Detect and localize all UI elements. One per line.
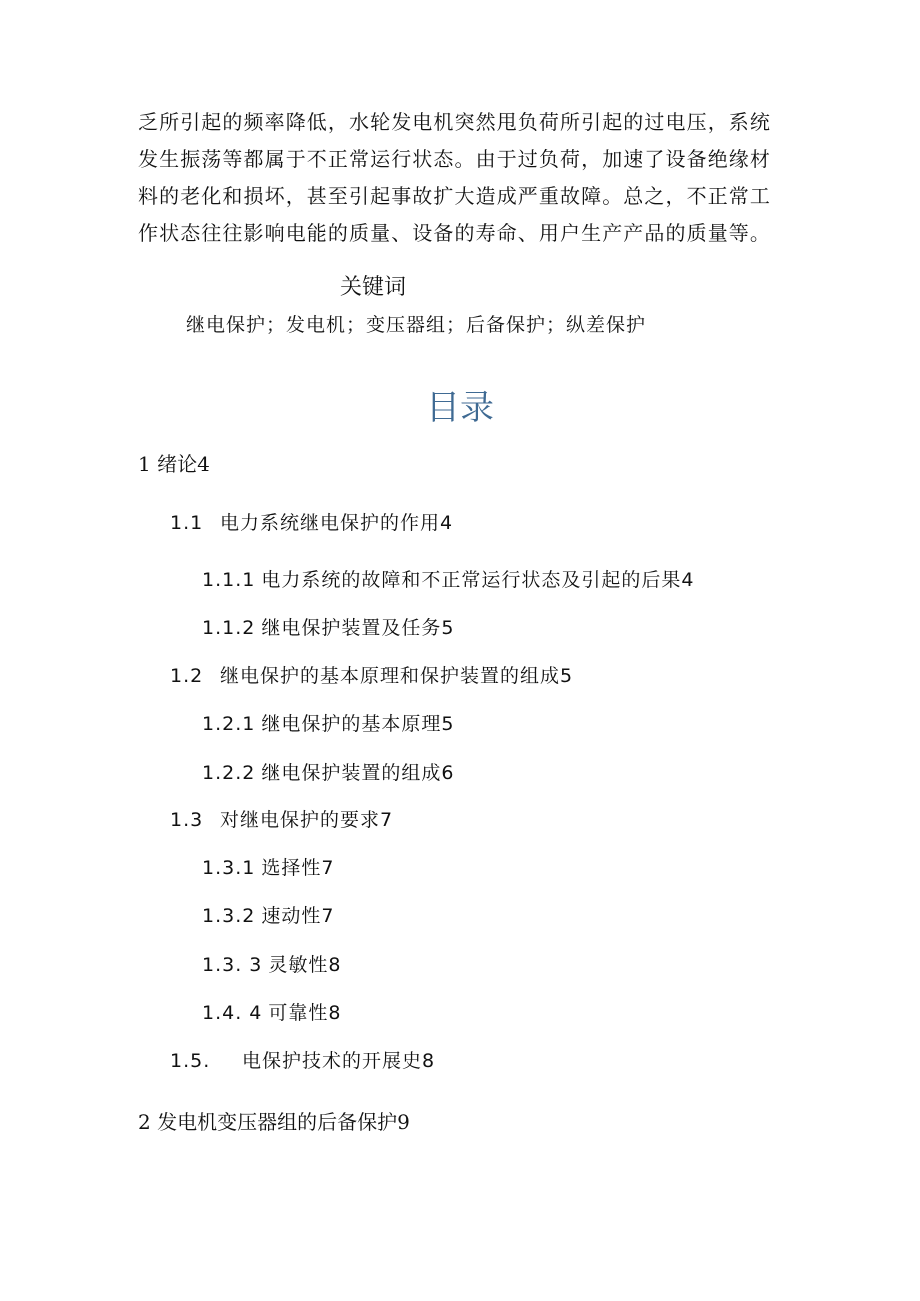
toc-entry-page: 4 [197, 452, 210, 476]
toc-entry-1-5[interactable] [170, 1046, 434, 1073]
toc-entry-title: 继电保护装置的组成 [261, 762, 442, 784]
toc-entry-1-1-1[interactable] [202, 565, 693, 592]
toc-entry-page: 7 [321, 857, 334, 879]
toc-entry-number: 1.2 [170, 665, 204, 687]
toc-entry-number: 2 [138, 1110, 151, 1134]
toc-entry-page: 5 [441, 713, 454, 735]
toc-entry-number: 1.1.2 [202, 617, 256, 639]
toc-entry-page: 4 [440, 512, 453, 534]
toc-entry-title: 继电保护的基本原理 [261, 713, 442, 735]
paragraph-line: 料的老化和损坏，甚至引起事故扩大造成严重故障。总之，不正常工 [138, 184, 771, 208]
toc-entry-number: 1.3.1 [202, 857, 256, 879]
keywords-heading: 关键词 [340, 275, 407, 300]
toc-entry-page: 9 [397, 1110, 410, 1134]
toc-entry-1-2-1[interactable] [202, 709, 453, 736]
toc-entry-page: 5 [441, 617, 454, 639]
toc-entry-1-4-4[interactable] [202, 998, 341, 1025]
toc-entry-number: 1.3.2 [202, 905, 256, 927]
toc-entry-1-2[interactable] [170, 661, 572, 688]
toc-entry-title: 选择性 [261, 857, 322, 879]
toc-entry-number: 1.2.2 [202, 762, 256, 784]
toc-entry-number: 1 [138, 452, 151, 476]
toc-entry-1-3[interactable] [170, 805, 392, 832]
toc-title: 目录 [426, 388, 494, 428]
toc-entry-1-1[interactable] [170, 508, 452, 535]
toc-entry-1-3-1[interactable] [202, 853, 333, 880]
toc-entry-title: 绪论 [157, 452, 198, 476]
toc-entry-number: 1.3. 3 [202, 954, 263, 976]
toc-entry-2[interactable] [138, 1106, 410, 1135]
toc-entry-title: 对继电保护的要求 [220, 809, 381, 831]
body-paragraph [138, 104, 788, 252]
toc-entry-page: 8 [328, 954, 341, 976]
toc-entry-page: 8 [422, 1050, 435, 1072]
paragraph-line: 作状态往往影响电能的质量、设备的寿命、用户生产产品的质量等。 [138, 221, 771, 245]
paragraph-line: 乏所引起的频率降低，水轮发电机突然甩负荷所引起的过电压，系统 [138, 110, 771, 134]
toc-entry-1-3-3[interactable] [202, 950, 341, 977]
toc-entry-title: 继电保护装置及任务 [261, 617, 442, 639]
toc-entry-title: 灵敏性 [268, 954, 329, 976]
toc-entry-page: 7 [321, 905, 334, 927]
toc-entry-title: 速动性 [261, 905, 322, 927]
keywords-list: 继电保护；发电机；变压器组；后备保护；纵差保护 [186, 314, 647, 336]
toc-entry-number: 1.1.1 [202, 569, 256, 591]
toc-entry-title: 继电保护的基本原理和保护装置的组成 [220, 665, 561, 687]
toc-entry-title: 电力系统继电保护的作用 [220, 512, 441, 534]
toc-entry-page: 4 [681, 569, 694, 591]
toc-entry-page: 6 [441, 762, 454, 784]
toc-entry-number: 1.4. 4 [202, 1002, 263, 1024]
toc-entry-title: 电力系统的故障和不正常运行状态及引起的后果 [261, 569, 682, 591]
toc-entry-page: 8 [328, 1002, 341, 1024]
paragraph-line: 发生振荡等都属于不正常运行状态。由于过负荷，加速了设备绝缘材 [138, 147, 771, 171]
toc-entry-title: 可靠性 [268, 1002, 329, 1024]
toc-entry-1-2-2[interactable] [202, 758, 453, 785]
toc-entry-page: 7 [380, 809, 393, 831]
toc-entry-1[interactable] [138, 448, 210, 477]
toc-entry-number: 1.5. [170, 1050, 211, 1072]
toc-entry-1-3-2[interactable] [202, 901, 333, 928]
toc-entry-number: 1.1 [170, 512, 204, 534]
toc-entry-number: 1.3 [170, 809, 204, 831]
toc-entry-number: 1.2.1 [202, 713, 256, 735]
toc-entry-title: 发电机变压器组的后备保护 [157, 1110, 398, 1134]
toc-entry-1-1-2[interactable] [202, 613, 453, 640]
toc-entry-title: 电保护技术的开展史 [242, 1050, 423, 1072]
toc-entry-page: 5 [560, 665, 573, 687]
